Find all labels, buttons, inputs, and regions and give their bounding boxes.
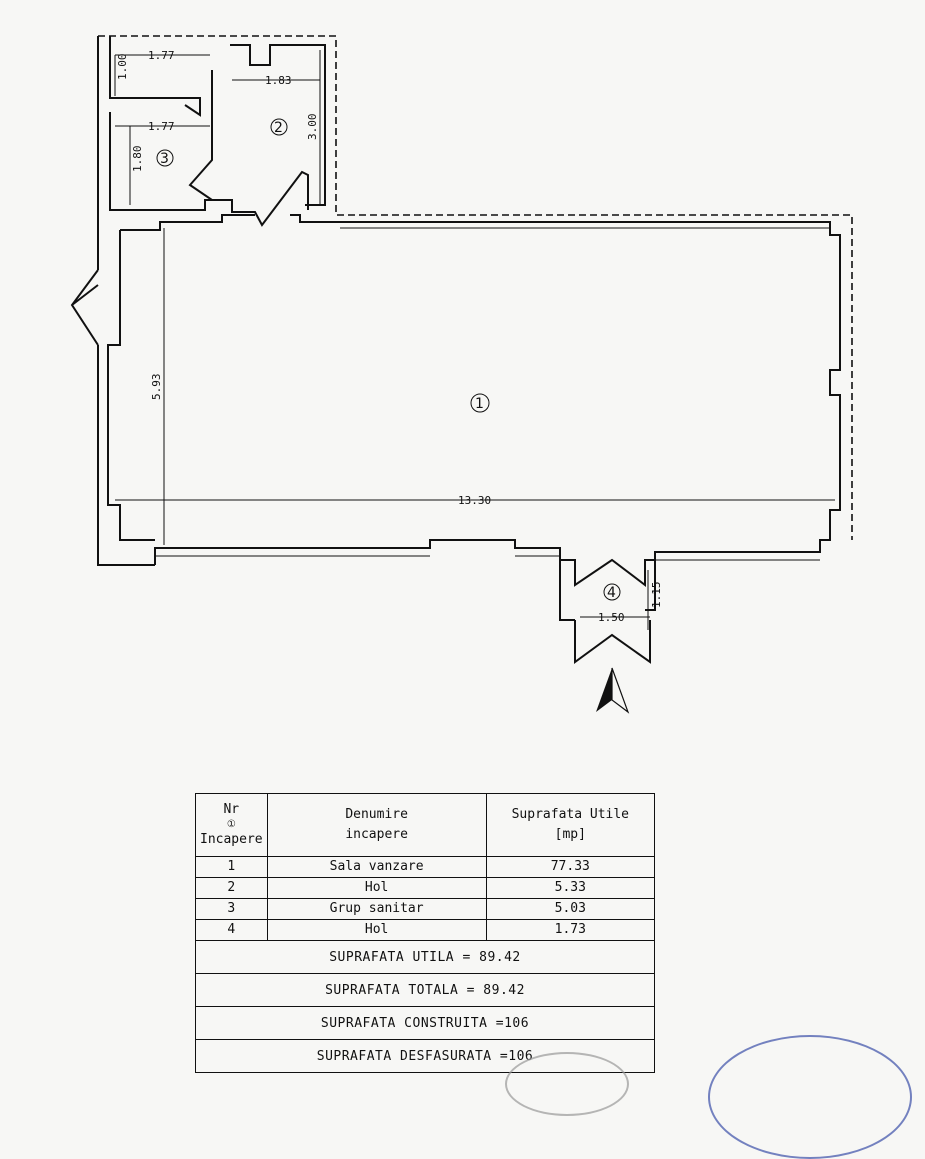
dim-5: 1.83 [265, 74, 292, 87]
room-number-4: 4 [607, 585, 616, 601]
total-totala: SUPRAFATA TOTALA = 89.42 [196, 974, 655, 1007]
row-nr: 3 [196, 899, 268, 920]
header-name [267, 794, 486, 857]
row-name: Sala vanzare [267, 857, 486, 878]
row-area: 77.33 [486, 857, 654, 878]
dim-9: 1.50 [598, 611, 625, 624]
row-nr: 4 [196, 920, 268, 941]
dim-1: 1.77 [148, 49, 175, 62]
row-name: Hol [267, 878, 486, 899]
header-area [486, 794, 654, 857]
room2-door [190, 70, 308, 225]
dim-8: 13.30 [458, 494, 492, 507]
table-row [196, 899, 655, 920]
dim-7: 5.93 [150, 373, 163, 400]
dim-4: 1.80 [131, 145, 144, 172]
stamp-partial-left [505, 1052, 629, 1116]
inner-wall-left [108, 230, 155, 540]
total-row [196, 1007, 655, 1040]
room-number-1: 1 [475, 396, 484, 412]
header-name-label-2: incapere [345, 827, 408, 842]
header-name-label: Denumire [345, 807, 408, 822]
header-nr-label-2: Incapere [200, 832, 263, 847]
row-area: 5.03 [486, 899, 654, 920]
row-area: 1.73 [486, 920, 654, 941]
dim-2: 1.00 [116, 53, 129, 80]
rooms-table [195, 793, 655, 1073]
dim-3: 1.77 [148, 120, 175, 133]
table-header-row [196, 794, 655, 857]
stamp-partial-right [708, 1035, 912, 1159]
outer-wall-left-bottom [98, 345, 155, 565]
header-area-label: Suprafata Utile [511, 807, 630, 822]
total-row [196, 974, 655, 1007]
header-area-unit: [mp] [554, 827, 586, 842]
table-row [196, 857, 655, 878]
left-door [72, 270, 98, 345]
table-row [196, 878, 655, 899]
row-nr: 1 [196, 857, 268, 878]
room-number-3: 3 [160, 151, 169, 167]
header-nr [196, 794, 268, 857]
total-desfasurata: SUPRAFATA DESFASURATA =106 [196, 1040, 655, 1073]
total-utila: SUPRAFATA UTILA = 89.42 [196, 941, 655, 974]
total-row [196, 941, 655, 974]
inner-wall-bottom [155, 540, 575, 620]
total-construita: SUPRAFATA CONSTRUITA =106 [196, 1007, 655, 1040]
header-nr-label: Nr [223, 802, 240, 817]
room-number-2: 2 [274, 120, 283, 136]
table-row [196, 920, 655, 941]
dim-6: 3.00 [306, 113, 319, 140]
north-arrow-icon [596, 668, 628, 712]
row-nr: 2 [196, 878, 268, 899]
row-name: Grup sanitar [267, 899, 486, 920]
dim-10: 1.15 [650, 581, 663, 608]
row-name: Hol [267, 920, 486, 941]
row-area: 5.33 [486, 878, 654, 899]
header-nr-symbol: ① [226, 819, 236, 830]
